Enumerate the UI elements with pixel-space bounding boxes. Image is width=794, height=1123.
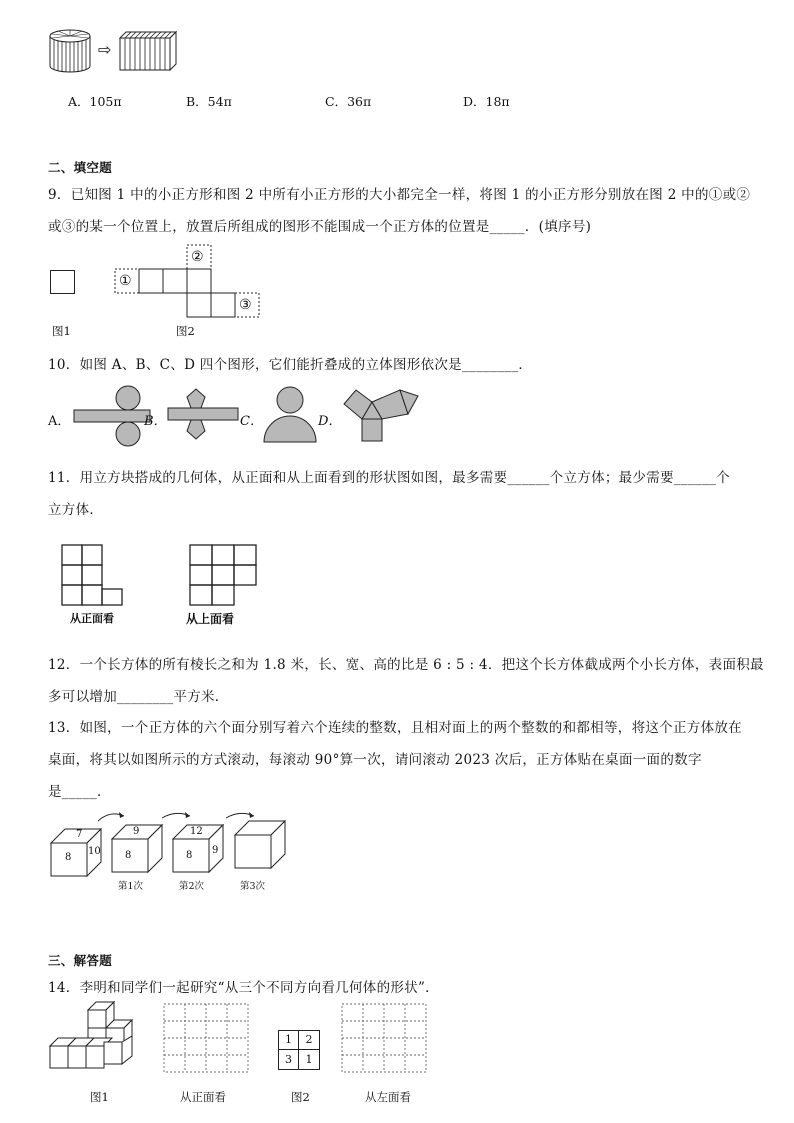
q13-cube-2-top: 12 — [190, 826, 203, 837]
q8-option-c[interactable]: C．36π — [325, 94, 372, 109]
q9-figure-1 — [50, 270, 76, 296]
q14-front-view-grid — [163, 1003, 251, 1075]
q14-caption-left: 从左面看 — [365, 1090, 411, 1104]
q14-caption-front: 从正面看 — [180, 1090, 226, 1104]
q8-option-d[interactable]: D．18π — [463, 94, 510, 109]
q14-figure-2-grid — [278, 1030, 320, 1070]
q10-figure-d — [340, 386, 422, 446]
q13-caption-3: 第3次 — [240, 881, 266, 892]
q12-text-line2: 多可以增加________平方米． — [48, 689, 229, 705]
q9-fig2-caption: 图2 — [176, 324, 195, 338]
q13-text-line2: 桌面，将其以如图所示的方式滚动，每滚动 90°算一次，请问滚动 2023 次后，正方体贴在桌面一面的数字 — [48, 752, 702, 768]
grid-cell: 2 — [299, 1031, 319, 1050]
q9-text-line2: 或③的某一个位置上，放置后所组成的图形不能围成一个正方体的位置是_____．(填序号) — [48, 219, 592, 235]
q9-text-line1: 9．已知图 1 中的小正方形和图 2 中所有小正方形的大小都完全一样，将图 1 的小正方形分别放在图 2 中的①或② — [48, 187, 751, 203]
q8-option-b[interactable]: B．54π — [186, 94, 232, 109]
section-3-title: 三、解答题 — [48, 953, 113, 968]
q11-front-view — [60, 543, 126, 609]
q11-front-caption: 从正面看 — [70, 612, 114, 625]
q13-roll-arrow-1 — [96, 808, 130, 824]
q13-roll-arrow-2 — [160, 808, 196, 824]
q13-cube-0-top: 7 — [76, 829, 83, 840]
q13-cube-2-side: 9 — [212, 845, 219, 856]
q13-cube-2-front: 8 — [186, 850, 193, 861]
q13-caption-1: 第1次 — [118, 881, 144, 892]
q11-text-line2: 立方体． — [48, 502, 104, 518]
q10-figure-b — [166, 386, 242, 446]
section-2-title: 二、填空题 — [48, 160, 113, 175]
q13-cube-3 — [234, 819, 288, 871]
q9-fig1-caption: 图1 — [52, 324, 71, 338]
q13-text-line3: 是_____． — [48, 784, 111, 800]
q13-cube-1-front: 8 — [125, 850, 132, 861]
q11-text-line1: 11．用立方块搭成的几何体，从正面和从上面看到的形状图如图，最多需要______个立方体；最少需要______个 — [48, 470, 730, 486]
q10-label-d: D． — [318, 414, 342, 429]
q10-figure-c — [262, 386, 318, 444]
grid-cell: 3 — [279, 1050, 299, 1069]
q11-top-caption: 从上面看 — [186, 612, 235, 626]
q14-figure-1-cubes — [48, 1000, 148, 1074]
q9-marker-1: ① — [119, 273, 132, 289]
q10-label-b: B． — [144, 414, 167, 429]
q9-marker-3: ③ — [239, 297, 252, 313]
q11-top-view — [188, 543, 258, 609]
q14-caption-fig1: 图1 — [90, 1090, 109, 1104]
q10-label-c: C． — [240, 414, 263, 429]
q10-text-line1: 10．如图 A、B、C、D 四个图形，它们能折叠成的立体图形依次是________． — [48, 357, 533, 373]
q14-left-view-grid — [341, 1003, 429, 1075]
q14-caption-fig2: 图2 — [291, 1090, 310, 1104]
q13-caption-2: 第2次 — [179, 881, 205, 892]
q14-text-line1: 14．李明和同学们一起研究“从三个不同方向看几何体的形状”． — [48, 980, 439, 996]
q13-cube-0-front: 8 — [65, 852, 72, 863]
q13-text-line1: 13．如图，一个正方体的六个面分别写着六个连续的整数，且相对面上的两个整数的和都相等，将这个正方体放在 — [48, 720, 742, 736]
q8-arrow: ⇨ — [98, 40, 112, 59]
grid-cell: 1 — [279, 1031, 299, 1050]
q9-marker-2: ② — [191, 249, 204, 265]
q8-strip-figure — [118, 28, 178, 74]
q10-label-a: A． — [48, 414, 71, 429]
q13-cube-0-side: 10 — [88, 846, 101, 857]
q8-option-a[interactable]: A．105π — [68, 94, 122, 109]
q13-cube-1-top: 9 — [133, 826, 140, 837]
grid-cell: 1 — [305, 1053, 313, 1066]
q10-figure-a — [72, 385, 152, 447]
q12-text-line1: 12．一个长方体的所有棱长之和为 1.8 米，长、宽、高的比是 6 : 5 : 4．把这个长方体截成两个小长方体，表面积最 — [48, 657, 764, 673]
q8-cylinder-figure — [48, 28, 96, 78]
